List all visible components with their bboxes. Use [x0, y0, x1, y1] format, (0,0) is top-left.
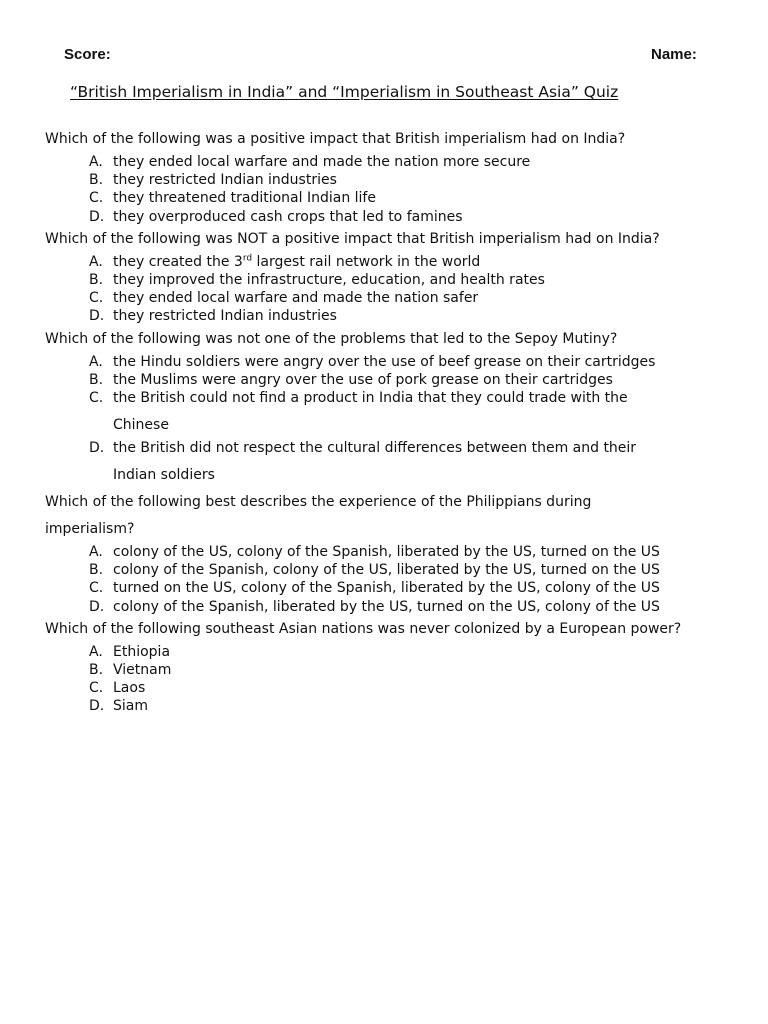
option-text: the Hindu soldiers were angry over the use of beef grease on their cartridges — [113, 353, 656, 370]
option-text: they restricted Indian industries — [113, 308, 337, 325]
option-text: they restricted Indian industries — [113, 172, 337, 189]
option-text: the British did not respect the cultural differences between them and their Indian soldiers — [113, 440, 637, 484]
option-letter: B. — [89, 272, 104, 289]
question-text: Which of the following best describes the experience of the Philippians during imperialism? — [45, 494, 592, 538]
option-a — [89, 153, 725, 171]
question-2 — [45, 226, 725, 326]
option-text — [113, 254, 480, 270]
question-text: Which of the following was NOT a positive impact that British imperialism had on India? — [45, 230, 660, 247]
option-text: the Muslims were angry over the use of pork grease on their cartridges — [113, 371, 613, 388]
option-text-before: they created the 3 — [113, 253, 243, 270]
option-letter: B. — [89, 371, 104, 388]
name-label: Name: — [651, 46, 697, 63]
quiz-title: “British Imperialism in India” and “Imperialism in Southeast Asia” Quiz — [70, 83, 619, 101]
options-list — [89, 253, 725, 326]
option-text: they ended local warfare and made the nation more secure — [113, 154, 531, 170]
option-letter: A. — [89, 643, 103, 660]
question-3 — [45, 326, 725, 489]
option-letter: B. — [89, 172, 104, 189]
option-letter: C. — [89, 290, 104, 307]
question-5 — [45, 616, 725, 716]
option-c — [89, 579, 725, 597]
option-c — [89, 189, 725, 207]
option-letter: D. — [89, 598, 105, 615]
option-b — [89, 561, 725, 579]
option-letter: B. — [89, 662, 104, 679]
ordinal-suffix: rd — [242, 253, 253, 264]
option-b — [89, 661, 725, 679]
option-letter: D. — [89, 208, 105, 225]
option-text: Vietnam — [113, 662, 172, 679]
option-text-after: largest rail network in the world — [252, 253, 481, 270]
option-letter: D. — [89, 308, 105, 325]
option-d — [89, 598, 725, 616]
option-c — [89, 389, 725, 439]
option-a — [89, 543, 725, 561]
option-letter: B. — [89, 562, 104, 579]
option-text: colony of the US, colony of the Spanish, liberated by the US, turned on the US — [113, 544, 660, 561]
option-letter: A. — [89, 353, 103, 370]
option-letter: C. — [89, 680, 104, 697]
option-text: they ended local warfare and made the nation safer — [113, 290, 479, 307]
option-c — [89, 679, 725, 697]
option-letter: C. — [89, 580, 104, 597]
options-list — [89, 543, 725, 616]
option-d — [89, 208, 725, 226]
question-text: Which of the following was not one of the problems that led to the Sepoy Mutiny? — [45, 330, 618, 347]
option-d — [89, 307, 725, 325]
option-letter: A. — [89, 544, 103, 561]
option-a — [89, 253, 725, 271]
option-text: Ethiopia — [113, 643, 171, 660]
option-text: they improved the infrastructure, education, and health rates — [113, 272, 545, 289]
option-letter: C. — [89, 390, 104, 407]
quiz-body — [45, 126, 725, 716]
option-a — [89, 643, 725, 661]
question-text: Which of the following southeast Asian nations was never colonized by a European power? — [45, 620, 682, 637]
option-text: turned on the US, colony of the Spanish, liberated by the US, colony of the US — [113, 580, 660, 597]
options-list — [89, 643, 725, 716]
option-letter: A. — [89, 253, 103, 270]
option-text: Siam — [113, 698, 148, 715]
option-d — [89, 697, 725, 715]
option-c — [89, 289, 725, 307]
question-4 — [45, 489, 725, 616]
score-label: Score: — [64, 46, 111, 63]
options-list — [89, 353, 725, 489]
option-a — [89, 353, 725, 371]
option-letter: C. — [89, 190, 104, 207]
option-text: colony of the Spanish, colony of the US, liberated by the US, turned on the US — [113, 562, 660, 579]
option-text: colony of the Spanish, liberated by the US, turned on the US, colony of the US — [113, 598, 660, 615]
question-text: Which of the following was a positive impact that British imperialism had on India? — [45, 131, 626, 147]
option-b — [89, 171, 725, 189]
option-text: Laos — [113, 680, 146, 697]
option-b — [89, 271, 725, 289]
option-text: they overproduced cash crops that led to famines — [113, 208, 463, 225]
question-1 — [45, 126, 725, 226]
option-text: they threatened traditional Indian life — [113, 190, 376, 207]
option-text: the British could not find a product in India that they could trade with the Chinese — [113, 390, 628, 434]
options-list — [89, 153, 725, 226]
option-letter: D. — [89, 698, 105, 715]
option-letter: D. — [89, 440, 105, 457]
option-d — [89, 439, 725, 489]
option-letter: A. — [89, 154, 103, 170]
